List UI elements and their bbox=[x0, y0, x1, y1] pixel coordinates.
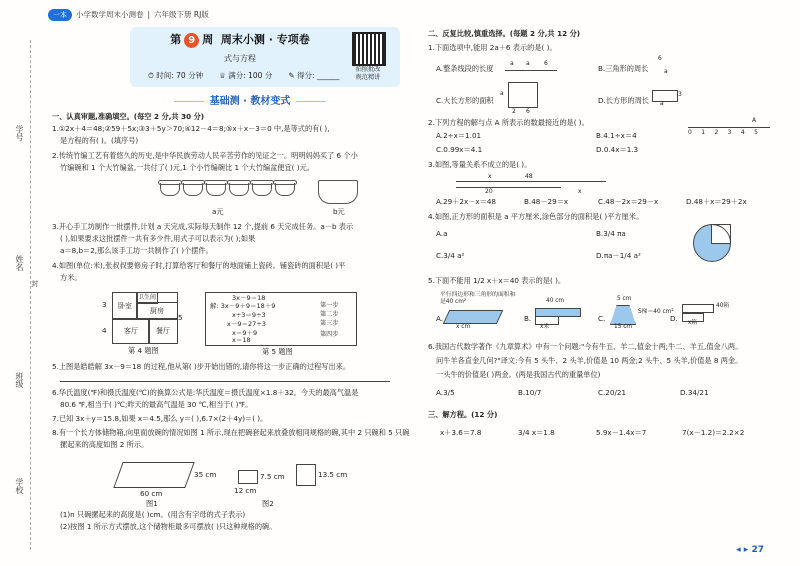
optC-6: 6 bbox=[526, 108, 530, 115]
number-line-axis bbox=[688, 127, 770, 128]
r-q3: 3.如图,等量关系不成立的是( )。 bbox=[428, 160, 532, 169]
optC-2: 2 bbox=[512, 108, 516, 115]
q5-A-x: x cm bbox=[456, 324, 471, 330]
exam-meta bbox=[148, 71, 339, 80]
q5-B-label: B. bbox=[524, 314, 532, 323]
bowl-price: a元 bbox=[212, 207, 224, 216]
q3-x2: x bbox=[578, 188, 582, 195]
room-bathroom: 卫生间 bbox=[136, 292, 158, 304]
q5-C-area: S梯＝40 cm² bbox=[638, 309, 674, 315]
room-dining: 餐厅 bbox=[148, 318, 178, 344]
section-title: 基础测 · 教材变式 bbox=[150, 96, 350, 109]
clock-icon: ⏱ bbox=[148, 71, 154, 80]
q5-D-label: D. bbox=[670, 314, 678, 323]
optC-rect bbox=[508, 82, 538, 108]
series-bar: 一本 小学数学周末小测卷 | 六年级下册 RJ版 bbox=[48, 8, 209, 22]
equation-4: 7(x－1.2)＝2.2×2 bbox=[682, 428, 745, 437]
storage-box bbox=[113, 462, 194, 488]
r-q5: 5.下面不能用 1/2 x＋x＝40 表示的是( )。 bbox=[428, 276, 566, 285]
q5-D-40: 40箱 bbox=[716, 303, 730, 309]
q6-line1: 6.华氏温度(℉)和摄氏温度(℃)的换算公式是:华氏温度＝摄氏温度×1.8＋32。今天的最高气温是 bbox=[52, 388, 359, 397]
q5-D-bar1 bbox=[682, 304, 714, 313]
qr-code-icon[interactable] bbox=[352, 32, 386, 66]
bowl-1 bbox=[160, 183, 180, 196]
q5-line: 5.上图是皓皓解 3x－9＝18 的过程,他从第( )步开始出错的,请你将这一步正确的过程写出来。 bbox=[52, 362, 351, 371]
label-seal: 封 bbox=[30, 280, 39, 287]
q4-square bbox=[711, 224, 731, 244]
sol-line-0: 3x－9＝18 bbox=[232, 294, 266, 302]
week-prefix: 第 bbox=[170, 33, 182, 46]
q5-C-trapezoid bbox=[610, 305, 636, 325]
pot bbox=[318, 180, 358, 204]
q3-20: 20 bbox=[485, 188, 493, 195]
r-q3-A: A.29＋2x－x＝48 bbox=[436, 197, 497, 206]
optB-6: 6 bbox=[658, 55, 662, 62]
q7-line: 7.已知 3x＋y＝15.8,如果 x＝4.5,那么 y＝( ),6.7×(2＋4y)＝( )。 bbox=[52, 414, 268, 423]
dim-13-5cm: 13.5 cm bbox=[318, 470, 348, 479]
optA-a2: a bbox=[526, 60, 530, 67]
r-q6-line2: 问牛羊各直金几何?"译文:今有 5 头牛、2 头羊,价值是 10 两金;2 头牛、5 头羊,价值是 8 两金。 bbox=[436, 356, 743, 365]
dim-3: 3 bbox=[102, 300, 107, 309]
series-name: 小学数学周末小测卷 bbox=[76, 10, 144, 20]
step-3: 第三步 bbox=[320, 320, 339, 327]
label-class: 班级 bbox=[15, 372, 24, 388]
number-line-ticks: 012345 bbox=[688, 129, 768, 136]
r-q2-D: D.0.4x＝1.3 bbox=[596, 145, 639, 154]
dim-60cm: 60 cm bbox=[140, 489, 163, 498]
r-q4-B: B.3/4 πa bbox=[596, 229, 626, 238]
grade-edition: 六年级下册 RJ版 bbox=[154, 10, 209, 20]
q5-A-text: 平行四边形和三角形的面积和是40 cm² bbox=[440, 292, 516, 306]
total-score: ♕ 满分: 100 分 bbox=[219, 71, 273, 80]
optA-a1: a bbox=[510, 60, 514, 67]
bowl-4 bbox=[229, 183, 249, 196]
sol-line-3: x－9＝27÷3 bbox=[227, 320, 266, 328]
step-4: 第四步 bbox=[320, 331, 339, 338]
dim-4: 4 bbox=[102, 326, 107, 335]
r-q2-A: A.2÷x＝1.01 bbox=[436, 131, 482, 140]
room-bedroom: 卧室 bbox=[112, 292, 138, 320]
trophy-icon: ♕ bbox=[219, 71, 226, 80]
r-q2-B: B.4.1÷x＝4 bbox=[596, 131, 637, 140]
fig4-caption: 第 4 题图 bbox=[128, 346, 159, 355]
page-title bbox=[130, 33, 350, 48]
sol-line-1: 解: 3x－9＋9＝18＋9 bbox=[210, 302, 276, 310]
q5-D-x: x箱 bbox=[688, 320, 698, 326]
q1-line2: 是方程的有( )。(填序号) bbox=[60, 136, 139, 145]
bowl-5 bbox=[252, 183, 272, 196]
five-bowls bbox=[296, 464, 316, 486]
q3-segment-top bbox=[456, 181, 606, 182]
binding-dashed-line bbox=[30, 40, 31, 550]
room-kitchen: 厨房 bbox=[136, 302, 178, 320]
equation-3: 5.9x－1.4x＝7 bbox=[596, 428, 647, 437]
q3-line1: 3.开心手工坊制作一批摆件,计划 a 天完成,实际每天制作 12 个,提前 6 天完成任务。a－b 表示 bbox=[52, 222, 354, 231]
r-q1-optB: B.三角形的周长 bbox=[598, 64, 649, 73]
number-line-point-a: A bbox=[752, 117, 757, 124]
q5-answer-line[interactable] bbox=[60, 381, 390, 382]
q4-line2: 方米。 bbox=[60, 273, 82, 282]
q5-C-5: 5 cm bbox=[617, 296, 632, 302]
q1-line1: 1.①2x＋4＝48;②59＋5x;③3＋5y＞70;④12－4＝8;⑤x＋x－3＝0 中,是等式的有( ), bbox=[52, 124, 330, 133]
bowl-3 bbox=[206, 183, 226, 196]
q3-line2: ( ),如果要求这批摆件一共有多少件,用式子可以表示为( );如果 bbox=[60, 234, 256, 243]
check-icon: ✎ bbox=[288, 71, 295, 80]
q8-line2: 摞起来的高度如图 2 所示。 bbox=[60, 440, 149, 449]
part1-title: 一、认真审题,准确填空。(每空 2 分,共 30 分) bbox=[52, 112, 205, 121]
bowl-2 bbox=[183, 183, 203, 196]
dim-35cm: 35 cm bbox=[194, 470, 217, 479]
q4-line1: 4.如图(单位:米),张叔叔要修房子时,打算给客厅和餐厅的地面铺上瓷砖。铺瓷砖的面积是( )平 bbox=[52, 261, 346, 270]
equation-1: x＋3.6＝7.8 bbox=[440, 428, 482, 437]
q5-B-x: x米 bbox=[540, 324, 550, 330]
q6-line2: 80.6 ℉,相当于( )℃;昨天的最高气温是 30 ℃,相当于( )℉。 bbox=[60, 400, 253, 409]
qr-caption: 拍照批改 规范精讲 bbox=[355, 66, 381, 81]
room-living: 客厅 bbox=[112, 318, 150, 344]
dim-5: 5 bbox=[178, 313, 183, 322]
r-q1: 1.下面选项中,能用 2a＋6 表示的是( )。 bbox=[428, 43, 557, 52]
r-q1-optC: C.大长方形的面积 bbox=[436, 96, 494, 105]
time-limit: ⏱ 时间: 70 分钟 bbox=[148, 71, 204, 80]
q2-line2: 竹编碗和 1 个大竹编盆,一共付了( )元,1 个小竹编碗比 1 个大竹编盆便宜( )元。 bbox=[60, 163, 314, 172]
binding-margin bbox=[0, 0, 44, 566]
r-q6-D: D.34/21 bbox=[680, 388, 709, 397]
fig8-caption-1: 图1 bbox=[146, 499, 158, 508]
q3-segment-bottom bbox=[456, 187, 561, 188]
page-number: ◂ ▸ 27 bbox=[736, 544, 764, 555]
label-name: 姓名 bbox=[15, 255, 24, 271]
label-student-number: 学号 bbox=[15, 125, 24, 141]
r-q6-C: C.20/21 bbox=[598, 388, 627, 397]
q5-C-15: 15 cm bbox=[614, 324, 633, 330]
q3-line3: a＝8,b＝2,那么该手工坊一共制作了( )个摆件。 bbox=[60, 246, 213, 255]
optD-a: a bbox=[660, 100, 664, 107]
week-suffix: 周 bbox=[202, 33, 214, 46]
q3-48: 48 bbox=[525, 173, 533, 180]
two-bowls bbox=[238, 470, 258, 484]
fig8-caption-2: 图2 bbox=[262, 499, 274, 508]
q2-line1: 2.传统竹编工艺有着悠久的历史,是中华民族劳动人民辛苦劳作的见证之一。明明妈妈买了 6 个小 bbox=[52, 151, 358, 160]
q5-A-shape bbox=[443, 310, 504, 324]
q8-line1: 8.有一个长方体储物箱,向里面放碗的情况如图 1 所示,现在把碗套起来放叠放相同规格的碗,其中 2 只碗和 5 只碗 bbox=[52, 428, 410, 437]
dim-12cm: 12 cm bbox=[234, 486, 257, 495]
r-q3-B: B.48－29＝x bbox=[524, 197, 569, 206]
optA-6: 6 bbox=[544, 60, 548, 67]
q5-A-label: A. bbox=[436, 314, 444, 323]
r-q6-A: A.3/5 bbox=[436, 388, 455, 397]
sol-line-5: x＝18 bbox=[232, 336, 251, 344]
fig5-caption: 第 5 题图 bbox=[262, 347, 293, 356]
q8-sub2: (2)按图 1 所示方式摆放,这个储物柜最多可摆放( )只这种规格的碗。 bbox=[60, 522, 277, 531]
part2-title: 二、反复比较,慎重选择。(每题 2 分,共 12 分) bbox=[428, 29, 581, 38]
page-subtitle: 式与方程 bbox=[224, 54, 256, 63]
r-q4-C: C.3/4 a² bbox=[436, 251, 465, 260]
sol-line-4: x＝9＋9 bbox=[232, 329, 258, 337]
r-q2: 2.下列方程的解与点 A 所表示的数最接近的是( )。 bbox=[428, 118, 589, 127]
r-q6-line1: 6.我国古代数学著作《九章算术》中有一个问题:"今有牛五、羊二,值金十两;牛二、羊五,值金八两。 bbox=[428, 342, 743, 351]
pot-price: b元 bbox=[333, 207, 345, 216]
optD-3: 3 bbox=[678, 91, 682, 98]
r-q3-C: C.48－2x＝29－x bbox=[598, 197, 659, 206]
part3-title: 三、解方程。(12 分) bbox=[428, 410, 498, 419]
sol-line-2: x÷3＝9÷3 bbox=[232, 311, 266, 319]
step-1: 第一步 bbox=[320, 302, 339, 309]
equation-2: 3/4 x＝1.8 bbox=[518, 428, 555, 437]
q8-sub1: (1)n 只碗摞起来的高度是( )cm。(用含有字母的式子表示) bbox=[60, 510, 246, 519]
brand-badge: 一本 bbox=[48, 9, 72, 21]
optA-segment bbox=[505, 70, 557, 71]
optD-rect bbox=[652, 90, 678, 102]
r-q1-optD: D.长方形的周长 bbox=[598, 96, 649, 105]
week-number: 9 bbox=[184, 33, 199, 48]
label-school: 学校 bbox=[15, 478, 24, 494]
q5-B-40: 40 cm bbox=[546, 298, 565, 304]
r-q6-B: B.10/7 bbox=[518, 388, 542, 397]
title-text: 周末小测 · 专项卷 bbox=[220, 33, 310, 46]
r-q4-A: A.a bbox=[436, 229, 448, 238]
r-q1-optA: A.整条线段的长度 bbox=[436, 64, 494, 73]
r-q2-C: C.0.99x＝4.1 bbox=[436, 145, 483, 154]
r-q4-D: D.πa－1/4 a² bbox=[596, 251, 641, 260]
dim-7-5cm: 7.5 cm bbox=[260, 472, 285, 481]
r-q4: 4.如图,正方形的面积是 a 平方厘米,涂色部分的面积是( )平方厘米。 bbox=[428, 212, 644, 221]
r-q6-line3: 一头牛的价值是( )两金。(两是我国古代的重量单位) bbox=[436, 370, 601, 379]
q3-x1: x bbox=[488, 173, 492, 180]
optC-a: a bbox=[500, 90, 504, 97]
bowl-6 bbox=[275, 183, 295, 196]
optB-a: a bbox=[664, 68, 668, 75]
step-2: 第二步 bbox=[320, 311, 339, 318]
r-q3-D: D.48＋x＝29＋2x bbox=[686, 197, 747, 206]
score-field[interactable]: ✎ 得分: ______ bbox=[288, 71, 340, 80]
q5-C-label: C. bbox=[598, 314, 606, 323]
